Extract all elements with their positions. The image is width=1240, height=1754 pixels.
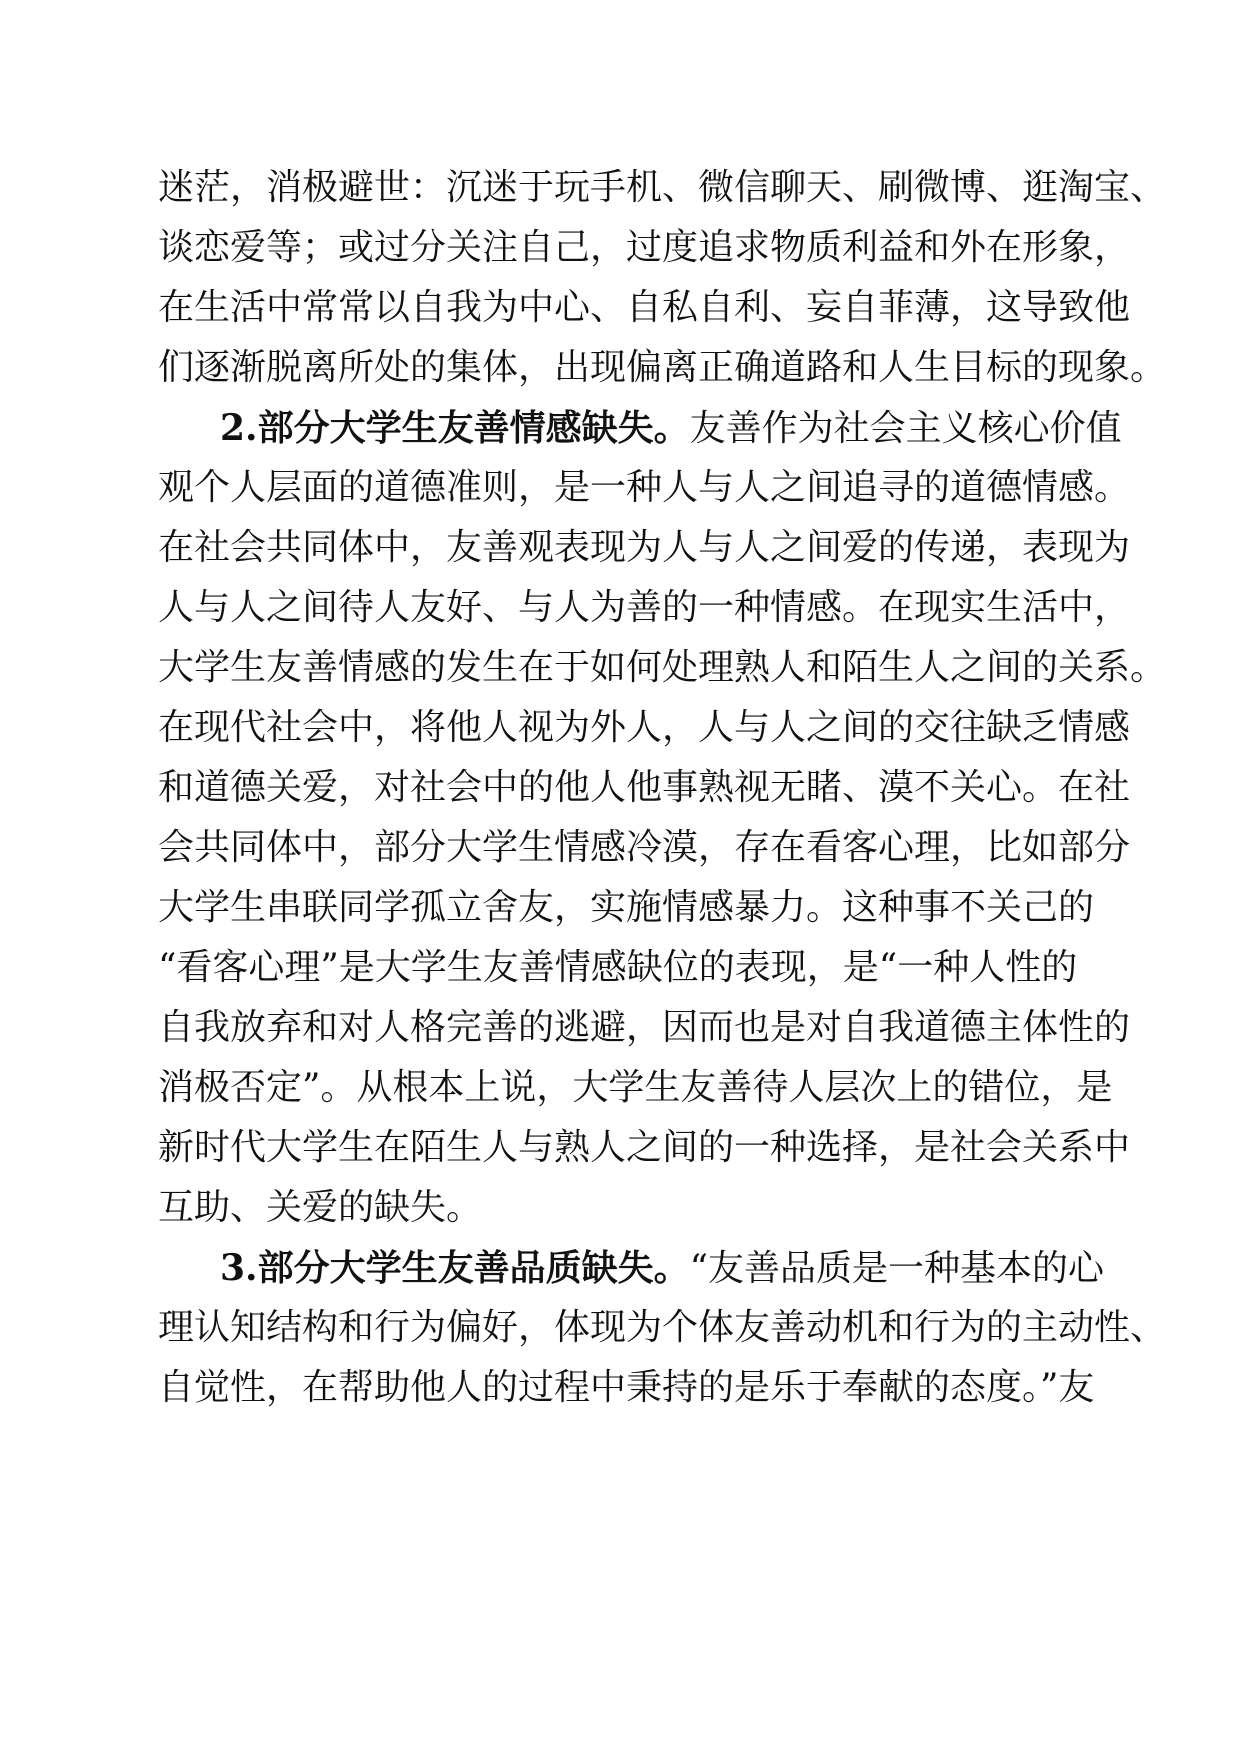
- paragraph-line: 们逐渐脱离所处的集体，出现偏离正确道路和人生目标的现象。: [158, 347, 1167, 388]
- paragraph-line: 在生活中常常以自我为中心、自私自利、妄自菲薄，这导致他: [158, 287, 1131, 328]
- paragraph-line: 自我放弃和对人格完善的逃避，因而也是对自我道德主体性的: [158, 1007, 1131, 1048]
- paragraph-line: 谈恋爱等；或过分关注自己，过度追求物质利益和外在形象，: [158, 227, 1131, 268]
- paragraph-line: 迷茫，消极避世：沉迷于玩手机、微信聊天、刷微博、逛淘宝、: [158, 167, 1167, 208]
- paragraph-line: 观个人层面的道德准则，是一种人与人之间追寻的道德情感。: [158, 467, 1131, 508]
- paragraph-line: 在社会共同体中，友善观表现为人与人之间爱的传递，表现为: [158, 527, 1131, 568]
- section-heading-2-title: 2.部分大学生友善情感缺失。: [220, 407, 690, 449]
- paragraph-line: 新时代大学生在陌生人与熟人之间的一种选择，是社会关系中: [158, 1127, 1131, 1168]
- paragraph-line: 互助、关爱的缺失。: [158, 1187, 483, 1228]
- section-heading-2: [220, 408, 1122, 448]
- paragraph-line: 和道德关爱，对社会中的他人他事熟视无睹、漠不关心。在社: [158, 767, 1131, 808]
- paragraph-line: 理认知结构和行为偏好，体现为个体友善动机和行为的主动性、: [158, 1307, 1167, 1348]
- section-heading-3: [220, 1248, 1104, 1288]
- paragraph-line: 大学生友善情感的发生在于如何处理熟人和陌生人之间的关系。: [158, 647, 1167, 688]
- paragraph-line: 会共同体中，部分大学生情感冷漠，存在看客心理，比如部分: [158, 827, 1131, 868]
- section-heading-3-title: 3.部分大学生友善品质缺失。: [220, 1247, 690, 1289]
- paragraph-line: 大学生串联同学孤立舍友，实施情感暴力。这种事不关己的: [158, 887, 1095, 928]
- paragraph-line: 自觉性，在帮助他人的过程中秉持的是乐于奉献的态度。”友: [158, 1367, 1095, 1408]
- paragraph-line: 消极否定”。从根本上说，大学生友善待人层次上的错位，是: [158, 1067, 1113, 1108]
- paragraph-line: 人与人之间待人友好、与人为善的一种情感。在现实生活中，: [158, 587, 1131, 628]
- paragraph-line: 在现代社会中，将他人视为外人，人与人之间的交往缺乏情感: [158, 707, 1131, 748]
- section-heading-2-text: 友善作为社会主义核心价值: [689, 408, 1122, 449]
- paragraph-line: “看客心理”是大学生友善情感缺位的表现，是“一种人性的: [158, 947, 1078, 988]
- section-heading-3-text: “友善品质是一种基本的心: [689, 1248, 1104, 1289]
